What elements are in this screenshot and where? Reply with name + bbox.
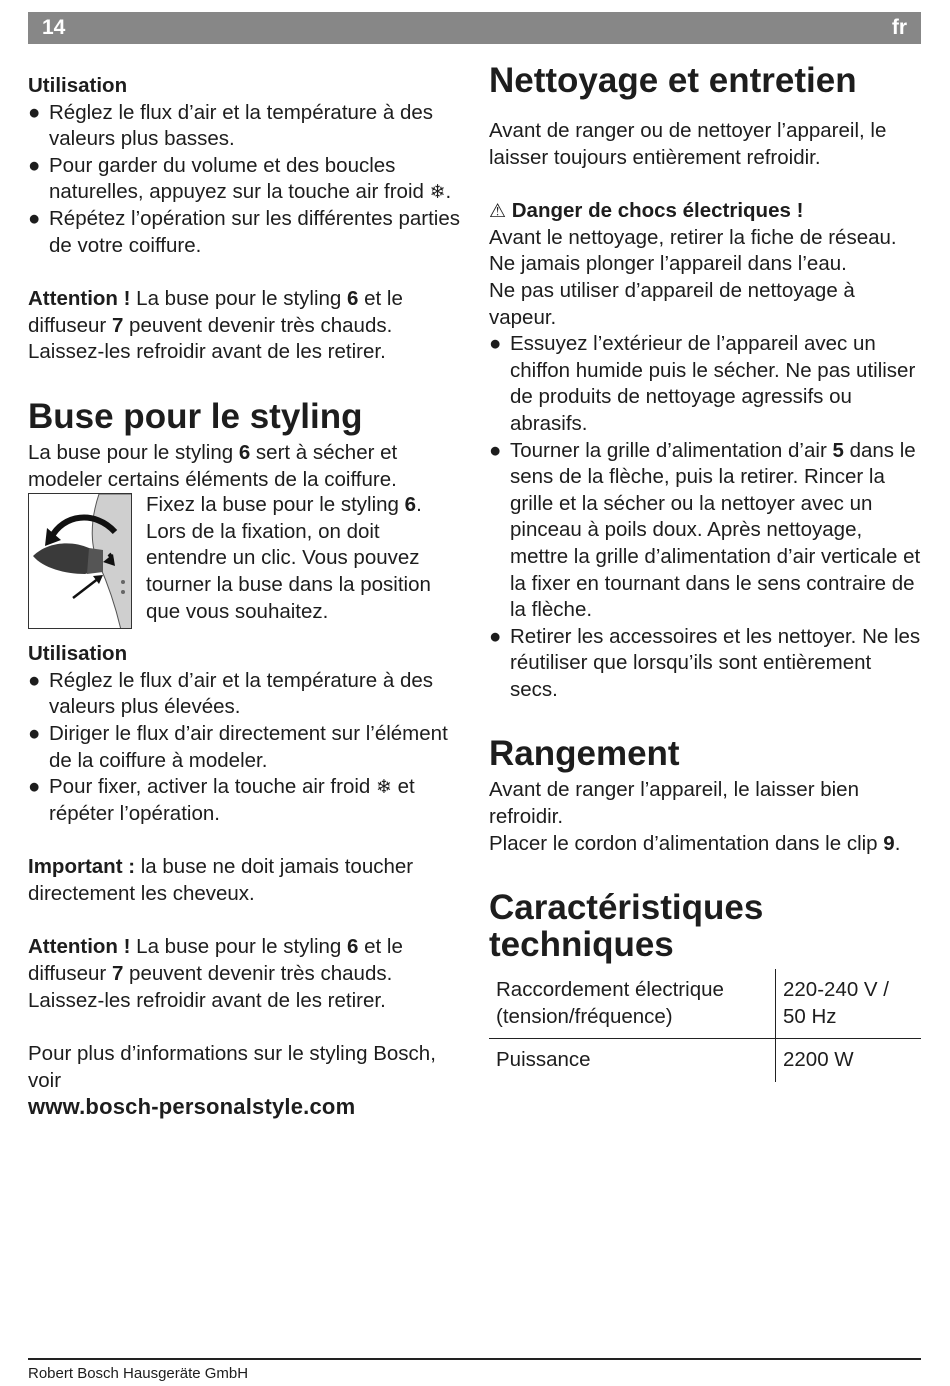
bullet-icon: ● [28,721,41,745]
list-item: ● Réglez le flux d’air et la température à des valeurs plus basses. [28,100,434,151]
list-item: ● Réglez le flux d’air et la température à des valeurs plus élevées. [28,668,434,719]
bullet-icon: ● [28,100,41,124]
cleaning-title: Nettoyage et entretien [489,61,857,100]
usage-list-1 [28,100,460,260]
page-header-bar [28,12,921,44]
usage-heading-2: Utilisation [28,642,128,666]
styling-title: Buse pour le styling [28,396,363,436]
attention-note-1: Attention ! La buse pour le styling 6 et le diffuseur 7 peuvent devenir très chauds. Laissez-les refroidir avant de les retirer. [28,287,403,364]
more-info-text: Pour plus d’informations sur le styling Bosch, voir [28,1042,436,1092]
snowflake-icon: ❄ [429,181,446,204]
storage-line: Placer le cordon d’alimentation dans le clip 9. [489,831,901,855]
spec-value: 220-240 V / 50 Hz [776,969,922,1039]
list-item: ● Retirer les accessoires et les nettoyer. Ne les réutiliser que lorsqu’ils sont entièrement secs. [489,624,921,701]
snowflake-icon: ❄ [376,776,392,799]
usage-list-2 [28,668,460,828]
important-note: Important : la buse ne doit jamais toucher directement les cheveux. [28,855,414,905]
bullet-icon: ● [489,438,502,462]
spec-label: Puissance [489,1039,776,1082]
right-column [489,62,921,1082]
danger-heading: ⚠ Danger de chocs électriques ! [489,199,804,223]
list-item: ● Pour garder du volume et des boucles naturelles, appuyez sur la touche air froid ❄. [28,153,452,204]
bullet-icon: ● [28,775,41,799]
danger-line: Ne pas utiliser d’appareil de nettoyage à vapeur. [489,278,855,329]
table-row [489,1039,921,1082]
list-item: ● Diriger le flux d’air directement sur l’élément de la coiffure à modeler. [28,721,448,772]
bullet-icon: ● [28,668,41,692]
language-code: fr [891,16,907,39]
list-item: ● Tourner la grille d’alimentation d’air 5 dans le sens de la flèche, puis la retirer. Rincer la grille et la sécher ou la nettoyer avec un pinceau à poils doux. Après nettoyage, mettre la grille d’alimentation d’air verticale et la fixer en tournant dans le sens contraire de la flèche. [489,438,921,622]
specs-title: Caractéristiques techniques [489,888,764,965]
bullet-icon: ● [28,153,41,177]
storage-title: Rangement [489,734,680,774]
list-item: ● Répétez l’opération sur les différentes parties de votre coiffure. [28,206,460,257]
footer-divider [28,1358,921,1360]
danger-line: Avant le nettoyage, retirer la fiche de réseau. [489,225,897,249]
specs-table [489,969,921,1082]
styling-intro: La buse pour le styling 6 sert à sécher et modeler certains éléments de la coiffure. [28,440,398,491]
spec-value: 2200 W [783,1048,854,1072]
bullet-icon: ● [489,332,502,356]
nozzle-attach-illustration [28,493,132,629]
website-link[interactable]: www.bosch-personalstyle.com [28,1094,356,1120]
bullet-icon: ● [489,624,502,648]
spec-label: Raccordement électrique (tension/fréquence) [489,969,776,1039]
storage-line: Avant de ranger l’appareil, le laisser bien refroidir. [489,778,859,829]
page-number: 14 [42,16,66,39]
figure-caption: Fixez la buse pour le styling 6. Lors de la fixation, on doit entendre un clic. Vous pouvez tourner la buse dans la position que vous souhaitez. [146,493,431,623]
bullet-icon: ● [28,206,41,230]
cleaning-list [489,331,921,703]
list-item: ● Essuyez l’extérieur de l’appareil avec un chiffon humide puis le sécher. Ne pas utiliser de produits de nettoyage agressifs ou abrasifs. [489,332,916,435]
styling-figure-row [28,493,460,627]
danger-line: Ne jamais plonger l’appareil dans l’eau. [489,252,847,276]
cleaning-intro: Avant de ranger ou de nettoyer l’appareil, le laisser toujours entièrement refroidir. [489,119,887,169]
attention-note-2: Attention ! La buse pour le styling 6 et le diffuseur 7 peuvent devenir très chauds. Laissez-les refroidir avant de les retirer. [28,935,403,1012]
list-item: ● Pour fixer, activer la touche air froid ❄ et répéter l’opération. [28,775,415,825]
usage-heading-1: Utilisation [28,74,128,97]
table-row [489,969,921,1039]
left-column [28,73,460,1120]
warning-icon: ⚠ [489,200,507,223]
footer-company: Robert Bosch Hausgeräte GmbH [28,1365,249,1382]
